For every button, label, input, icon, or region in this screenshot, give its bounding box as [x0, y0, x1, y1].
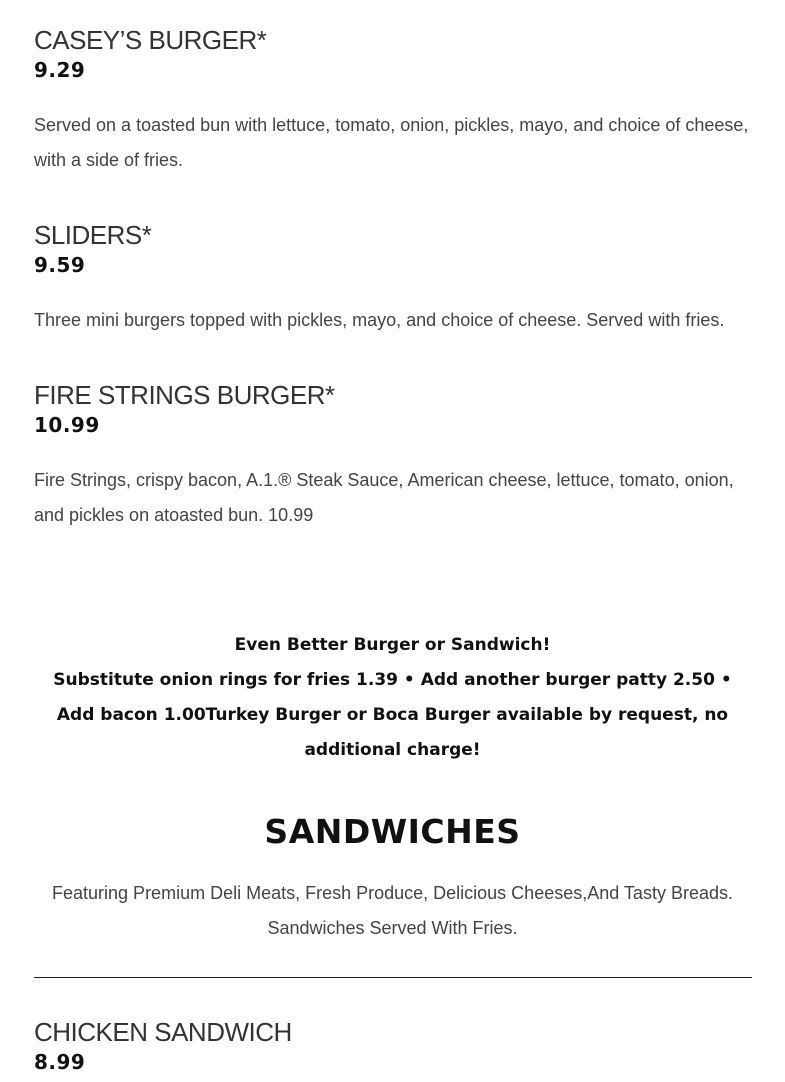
menu-item-sliders: [34, 220, 754, 338]
menu-item-chicken-sandwich: [34, 1017, 754, 1075]
item-name: CASEY’S BURGER*: [34, 25, 267, 55]
item-description: Served on a toasted bun with lettuce, tomato, onion, pickles, mayo, and choice of cheese, with a side of fries.: [34, 115, 749, 170]
item-name: CHICKEN SANDWICH: [34, 1017, 292, 1047]
section-subtitle-line2: Sandwiches Served With Fries.: [267, 918, 518, 938]
item-name: SLIDERS*: [34, 220, 152, 250]
menu-item-caseys-burger: [34, 25, 754, 178]
promo-heading: Even Better Burger or Sandwich!: [234, 635, 551, 655]
item-price: 8.99: [34, 1050, 86, 1074]
promo-text: Substitute onion rings for fries 1.39 • Add another burger patty 2.50 • Add bacon 1.00Turkey Burger or Boca Burger available by request, no additional charge!: [53, 670, 732, 760]
menu-item-fire-strings-burger: [34, 380, 754, 533]
item-name: FIRE STRINGS BURGER*: [34, 380, 335, 410]
promo-block: [34, 628, 751, 768]
section-subtitle-line1: Featuring Premium Deli Meats, Fresh Produce, Delicious Cheeses,And Tasty Breads.: [52, 883, 733, 903]
item-price: 10.99: [34, 413, 100, 437]
item-price: 9.59: [34, 253, 86, 277]
section-divider: [34, 977, 752, 978]
item-description: Fire Strings, crispy bacon, A.1.® Steak Sauce, American cheese, lettuce, tomato, onion, and pickles on atoasted bun. 10.99: [34, 470, 734, 525]
item-price: 9.29: [34, 58, 86, 82]
item-description: Three mini burgers topped with pickles, mayo, and choice of cheese. Served with fries.: [34, 310, 725, 330]
section-title-sandwiches: SANDWICHES: [264, 812, 521, 851]
section-subtitle: [34, 876, 751, 946]
